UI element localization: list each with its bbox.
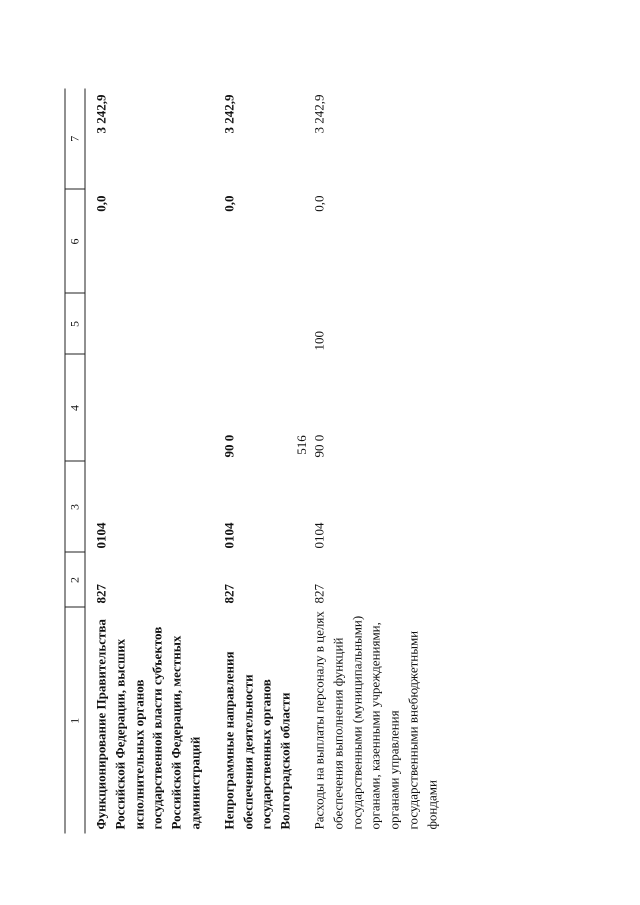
cell-col6: 0,0 bbox=[93, 195, 108, 212]
column-header: 7 bbox=[65, 88, 85, 189]
cell-col3: 0104 bbox=[220, 522, 236, 548]
cell-col2: 827 bbox=[93, 583, 108, 603]
cell-col6: 0,0 bbox=[310, 195, 326, 212]
column-header: 1 bbox=[65, 607, 85, 833]
cell-col2: 827 bbox=[310, 583, 326, 603]
table-header-row bbox=[65, 88, 85, 833]
cell-col4: 90 0 bbox=[310, 434, 326, 457]
cell-col6: 0,0 bbox=[220, 195, 236, 212]
cell-col5: 100 bbox=[310, 330, 326, 350]
cell-col2: 827 bbox=[220, 583, 236, 603]
row-name: Функционирование Правительства Российской Федерации, высших исполнительных органов государственной власти субъектов Российской Федерации, местных администраций bbox=[93, 618, 202, 829]
cell-col3: 0104 bbox=[93, 522, 108, 548]
cell-col7: 3 242,9 bbox=[310, 94, 326, 133]
table-row bbox=[213, 88, 295, 833]
column-header: 3 bbox=[65, 461, 85, 552]
budget-table bbox=[64, 88, 624, 833]
row-name: Расходы на выплаты персоналу в целях обеспечения выполнения функций государственными (муниципальными) органами, казенными учреждениями, органами управления государственными внебюджетными фондами bbox=[310, 610, 439, 829]
column-header: 2 bbox=[65, 552, 85, 607]
cell-col7: 3 242,9 bbox=[220, 94, 236, 133]
column-header: 5 bbox=[65, 293, 85, 354]
cell-col3: 0104 bbox=[310, 522, 326, 548]
column-header: 6 bbox=[65, 189, 85, 293]
cell-col4 bbox=[85, 354, 205, 461]
page-number: 516 bbox=[294, 435, 309, 455]
cell-col5 bbox=[213, 293, 295, 354]
column-header: 4 bbox=[65, 354, 85, 461]
cell-col5 bbox=[85, 293, 205, 354]
cell-col7: 3 242,9 bbox=[93, 94, 108, 133]
row-name: Непрограммные направления обеспечения деятельности государственных органов Волгоградской области bbox=[220, 650, 293, 829]
table-row bbox=[85, 88, 205, 833]
cell-col4: 90 0 bbox=[220, 434, 236, 457]
table-row bbox=[303, 88, 442, 833]
